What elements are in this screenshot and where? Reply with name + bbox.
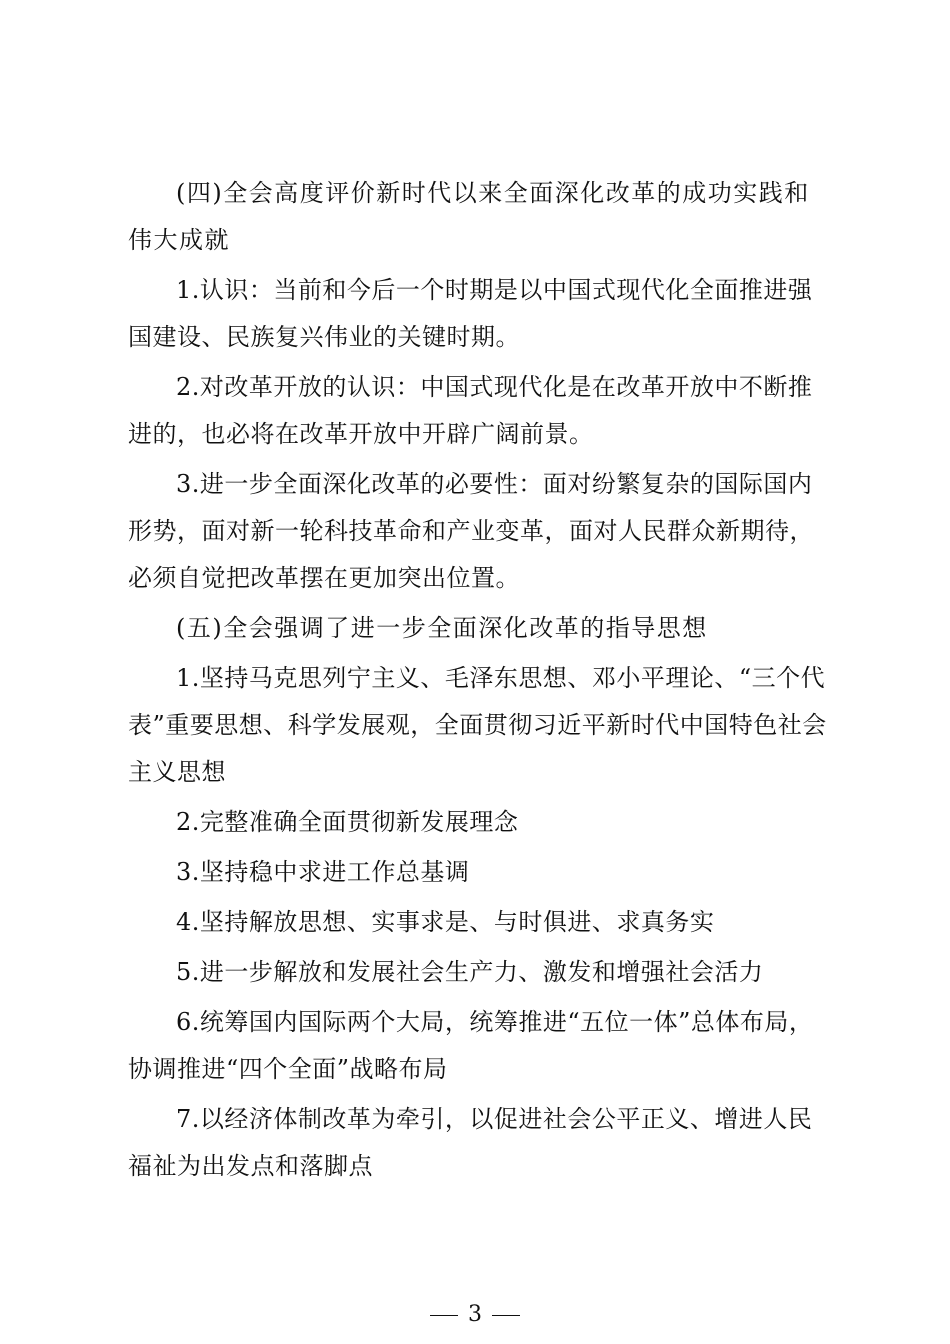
list-item: 2.对改革开放的认识：中国式现代化是在改革开放中不断推进的，也必将在改革开放中开辟广阔前景。 — [128, 373, 813, 448]
list-item: 4.坚持解放思想、实事求是、与时俱进、求真务实 — [176, 908, 715, 936]
list-item: 1.坚持马克思列宁主义、毛泽东思想、邓小平理论、“三个代表”重要思想、科学发展观，全面贯彻习近平新时代中国特色社会主义思想 — [128, 664, 827, 786]
page-footer — [0, 1300, 950, 1330]
page-number: 3 — [468, 1302, 482, 1327]
list-item: 6.统筹国内国际两个大局，统筹推进“五位一体”总体布局，协调推进“四个全面”战略布局 — [128, 1008, 814, 1083]
section-heading-four: (四)全会高度评价新时代以来全面深化改革的成功实践和伟大成就 — [128, 179, 810, 254]
footer-dash-right — [492, 1315, 520, 1316]
list-item: 2.完整准确全面贯彻新发展理念 — [176, 808, 519, 836]
list-item: 1.认识：当前和今后一个时期是以中国式现代化全面推进强国建设、民族复兴伟业的关键时期。 — [128, 276, 813, 351]
list-item: 3.坚持稳中求进工作总基调 — [176, 858, 470, 886]
footer-dash-left — [430, 1315, 458, 1316]
section-heading-five: (五)全会强调了进一步全面深化改革的指导思想 — [176, 614, 708, 642]
list-item: 5.进一步解放和发展社会生产力、激发和增强社会活力 — [176, 958, 764, 986]
list-item: 3.进一步全面深化改革的必要性：面对纷繁复杂的国际国内形势，面对新一轮科技革命和产业变革，面对人民群众新期待，必须自觉把改革摆在更加突出位置。 — [128, 470, 814, 592]
document-body — [128, 170, 828, 1193]
list-item: 7.以经济体制改革为牵引，以促进社会公平正义、增进人民福祉为出发点和落脚点 — [128, 1105, 813, 1180]
